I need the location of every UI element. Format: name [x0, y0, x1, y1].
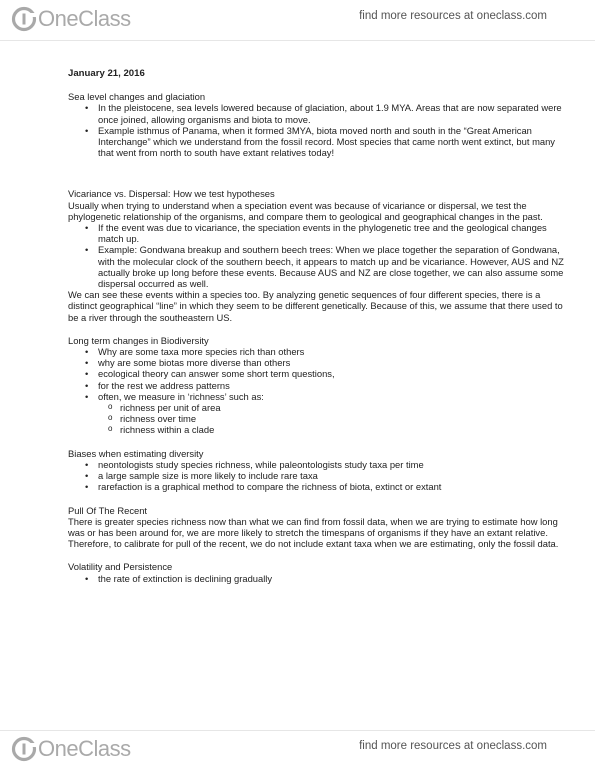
- list-item: • rarefaction is a graphical method to compare the richness of biota, extinct or extant: [68, 481, 568, 492]
- section-title: Volatility and Persistence: [68, 561, 173, 573]
- section-paragraph: There is greater species richness now than what we can find from fossil data, when we are trying to estimate how long was or has been around for, we are more likely to stretch the timespans of organisms if they have an extant relative. Therefore, to calibrate for pull of the recent, we do not include extant taxa when we are estimating, only the fossil data.: [68, 515, 559, 550]
- section-biodiversity: [68, 335, 568, 436]
- sub-list-item: o richness over time: [68, 413, 568, 424]
- bullet-list: [68, 459, 568, 493]
- document-date: January 21, 2016: [68, 68, 145, 79]
- sub-list-item: o richness within a clade: [68, 424, 568, 435]
- section-title: Long term changes in Biodiversity: [68, 334, 209, 346]
- section-vicariance: [68, 188, 568, 322]
- bullet-list: [68, 346, 568, 402]
- resources-link[interactable]: find more resources at oneclass.com: [359, 10, 547, 22]
- section-title: Vicariance vs. Dispersal: How we test hypotheses: [68, 188, 275, 200]
- section-volatility: [68, 561, 568, 583]
- bullet-list: [68, 222, 568, 289]
- oneclass-logo-icon: [10, 5, 38, 33]
- brand-name: OneClass: [38, 6, 131, 31]
- section-intro: Usually when trying to understand when a speciation event was because of vicariance or dispersal, we test the phylogenetic relationship of the organisms, and compare them to geological and geographical changes in the past.: [68, 199, 543, 222]
- page-header: [0, 0, 595, 40]
- oneclass-logo[interactable]: [10, 5, 131, 33]
- bullet-list: [68, 102, 568, 158]
- list-item: • Why are some taxa more species rich than others: [68, 346, 568, 357]
- list-item: • Example isthmus of Panama, when it formed 3MYA, biota moved north and south in the “Great American Interchange” which we understand from the fossil record. Most species that came north went extinct, but many that went from north to south have extant relatives today!: [68, 125, 568, 159]
- document-body: [68, 68, 568, 584]
- section-title: Pull Of The Recent: [68, 504, 148, 516]
- section-title: Sea level changes and glaciation: [68, 91, 206, 103]
- list-item: • Example: Gondwana breakup and southern beech trees: When we place together the separation of Gondwana, with the molecular clock of the southern beech, it appears to match up and be vicariance. However, AUS and NZ actually broke up long before these events. Because AUS and NZ are close together, we can also assume some dispersal occurred as well.: [68, 244, 568, 289]
- list-item: • often, we measure in ‘richness’ such as:: [68, 391, 568, 402]
- sub-list-item: o richness per unit of area: [68, 402, 568, 413]
- oneclass-logo-icon: [10, 735, 38, 763]
- section-title: Biases when estimating diversity: [68, 447, 204, 459]
- section-paragraph: We can see these events within a species too. By analyzing genetic sequences of four different species, there is a distinct geographical “line” in which they seem to be different genetically. Because of this, we assume that there used to be a river through the southeastern US.: [68, 289, 563, 323]
- sub-bullet-list: [68, 402, 568, 436]
- list-item: • neontologists study species richness, while paleontologists study taxa per time: [68, 459, 568, 470]
- section-pull-of-recent: [68, 505, 568, 550]
- header-divider: [0, 40, 595, 41]
- list-item: • why are some biotas more diverse than others: [68, 357, 568, 368]
- list-item: • the rate of extinction is declining gradually: [68, 573, 568, 584]
- bullet-list: [68, 573, 568, 584]
- resources-link[interactable]: find more resources at oneclass.com: [359, 740, 547, 752]
- list-item: • In the pleistocene, sea levels lowered because of glaciation, about 1.9 MYA. Areas that are now separated were once joined, allowing organisms and biota to move.: [68, 102, 568, 124]
- list-item: • a large sample size is more likely to include rare taxa: [68, 470, 568, 481]
- list-item: • for the rest we address patterns: [68, 380, 568, 391]
- list-item: • If the event was due to vicariance, the speciation events in the phylogenetic tree and the geological changes match up.: [68, 222, 568, 244]
- section-sea-level: [68, 91, 568, 158]
- list-item: • ecological theory can answer some short term questions,: [68, 368, 568, 379]
- oneclass-logo[interactable]: [10, 735, 131, 763]
- page-footer: [0, 730, 595, 770]
- section-biases: [68, 448, 568, 493]
- brand-name: OneClass: [38, 736, 131, 761]
